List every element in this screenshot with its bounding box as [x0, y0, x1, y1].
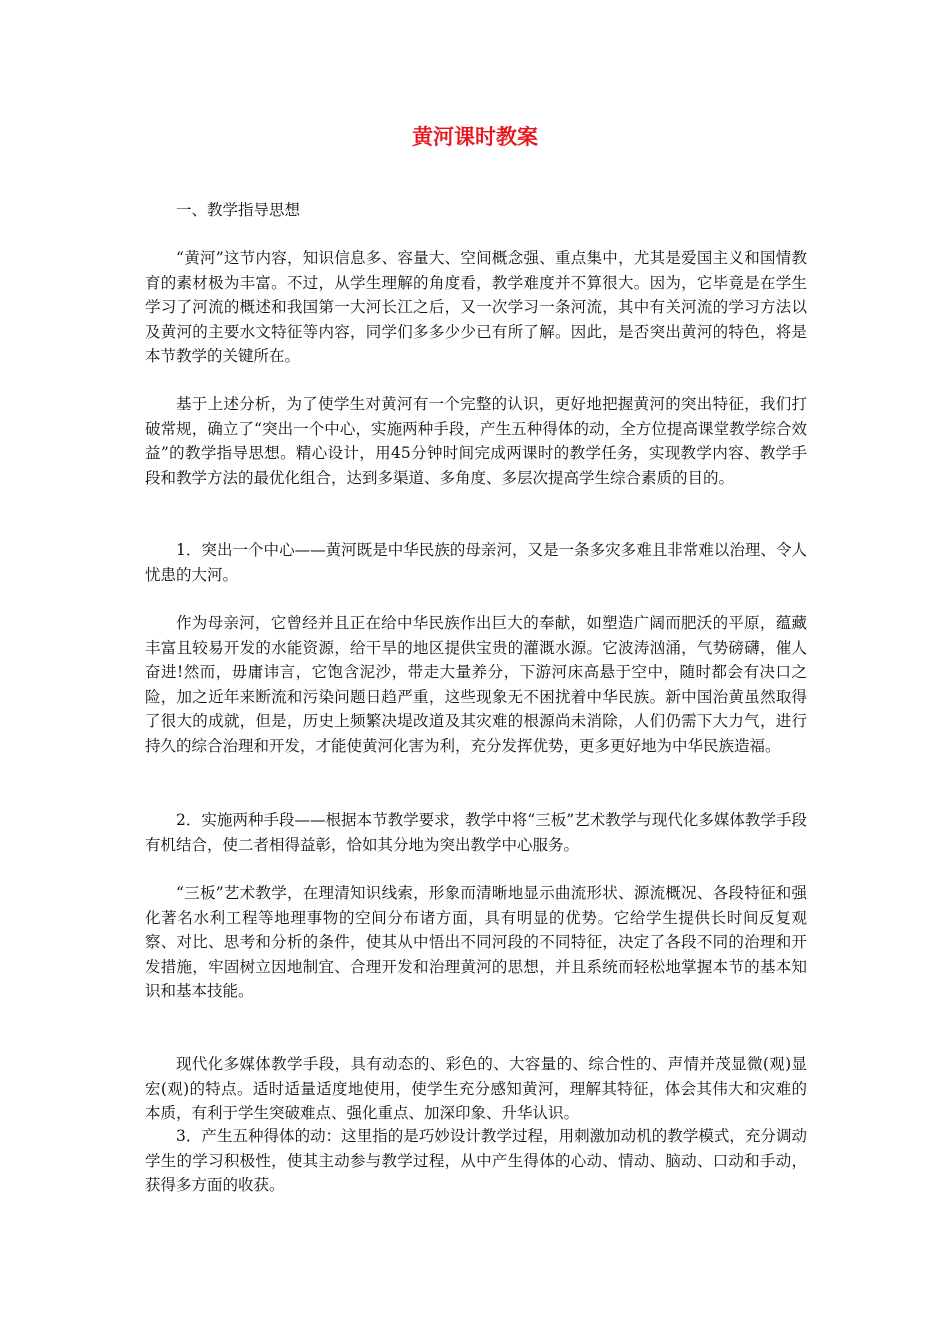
- paragraph-5: 2．实施两种手段——根据本节教学要求，教学中将“三板”艺术教学与现代化多媒体教学手段有机结合，使二者相得益彰，恰如其分地为突出教学中心服务。: [145, 811, 807, 854]
- paragraph-3: 1．突出一个中心——黄河既是中华民族的母亲河，又是一条多灾多难且非常难以治理、令人忧患的大河。: [145, 541, 807, 584]
- paragraph-6: “三板”艺术教学，在理清知识线索，形象而清晰地显示曲流形状、源流概况、各段特征和强化著名水利工程等地理事物的空间分布诸方面，具有明显的优势。它给学生提供长时间反复观察、对比、思考和分析的条件，使其从中悟出不同河段的不同特征，决定了各段不同的治理和开发措施，牢固树立因地制宜、合理开发和治理黄河的思想，并且系统而轻松地掌握本节的基本知识和基本技能。: [145, 884, 807, 1000]
- section-heading: 一、教学指导思想: [176, 201, 301, 219]
- paragraph-7: 现代化多媒体教学手段，具有动态的、彩色的、大容量的、综合性的、声情并茂显微(观)显宏(观)的特点。适时适量适度地使用，使学生充分感知黄河，理解其特征，体会其伟大和灾难的本质，有利于学生突破难点、强化重点、加深印象、升华认识。: [145, 1055, 807, 1122]
- paragraph-8: 3．产生五种得体的动：这里指的是巧妙设计教学过程，用刺激加动机的教学模式，充分调动学生的学习积极性，使其主动参与教学过程，从中产生得体的心动、情动、脑动、口动和手动，获得多方面的收获。: [145, 1127, 807, 1194]
- paragraph-1: “黄河”这节内容，知识信息多、容量大、空间概念强、重点集中，尤其是爱国主义和国情教育的素材极为丰富。不过，从学生理解的角度看，教学难度并不算很大。因为，它毕竟是在学生学习了河流的概述和我国第一大河长江之后，又一次学习一条河流，其中有关河流的学习方法以及黄河的主要水文特征等内容，同学们多多少少已有所了解。因此，是否突出黄河的特色，将是本节教学的关键所在。: [145, 249, 807, 365]
- document-title: 黄河课时教案: [412, 125, 538, 149]
- paragraph-4: 作为母亲河，它曾经并且正在给中华民族作出巨大的奉献，如塑造广阔而肥沃的平原，蕴藏丰富且较易开发的水能资源，给干旱的地区提供宝贵的灌溉水源。它波涛汹涌，气势磅礴，催人奋进!然而，毋庸讳言，它饱含泥沙，带走大量养分，下游河床高悬于空中，随时都会有决口之险，加之近年来断流和污染问题日趋严重，这些现象无不困扰着中华民族。新中国治黄虽然取得了很大的成就，但是，历史上频繁决堤改道及其灾难的根源尚未消除，人们仍需下大力气，进行持久的综合治理和开发，才能使黄河化害为利，充分发挥优势，更多更好地为中华民族造福。: [145, 614, 807, 755]
- paragraph-2: 基于上述分析，为了使学生对黄河有一个完整的认识，更好地把握黄河的突出特征，我们打破常规，确立了“突出一个中心，实施两种手段，产生五种得体的动，全方位提高课堂教学综合效益”的教学指导思想。精心设计，用45分钟时间完成两课时的教学任务，实现教学内容、教学手段和教学方法的最优化组合，达到多渠道、多角度、多层次提高学生综合素质的目的。: [145, 395, 807, 487]
